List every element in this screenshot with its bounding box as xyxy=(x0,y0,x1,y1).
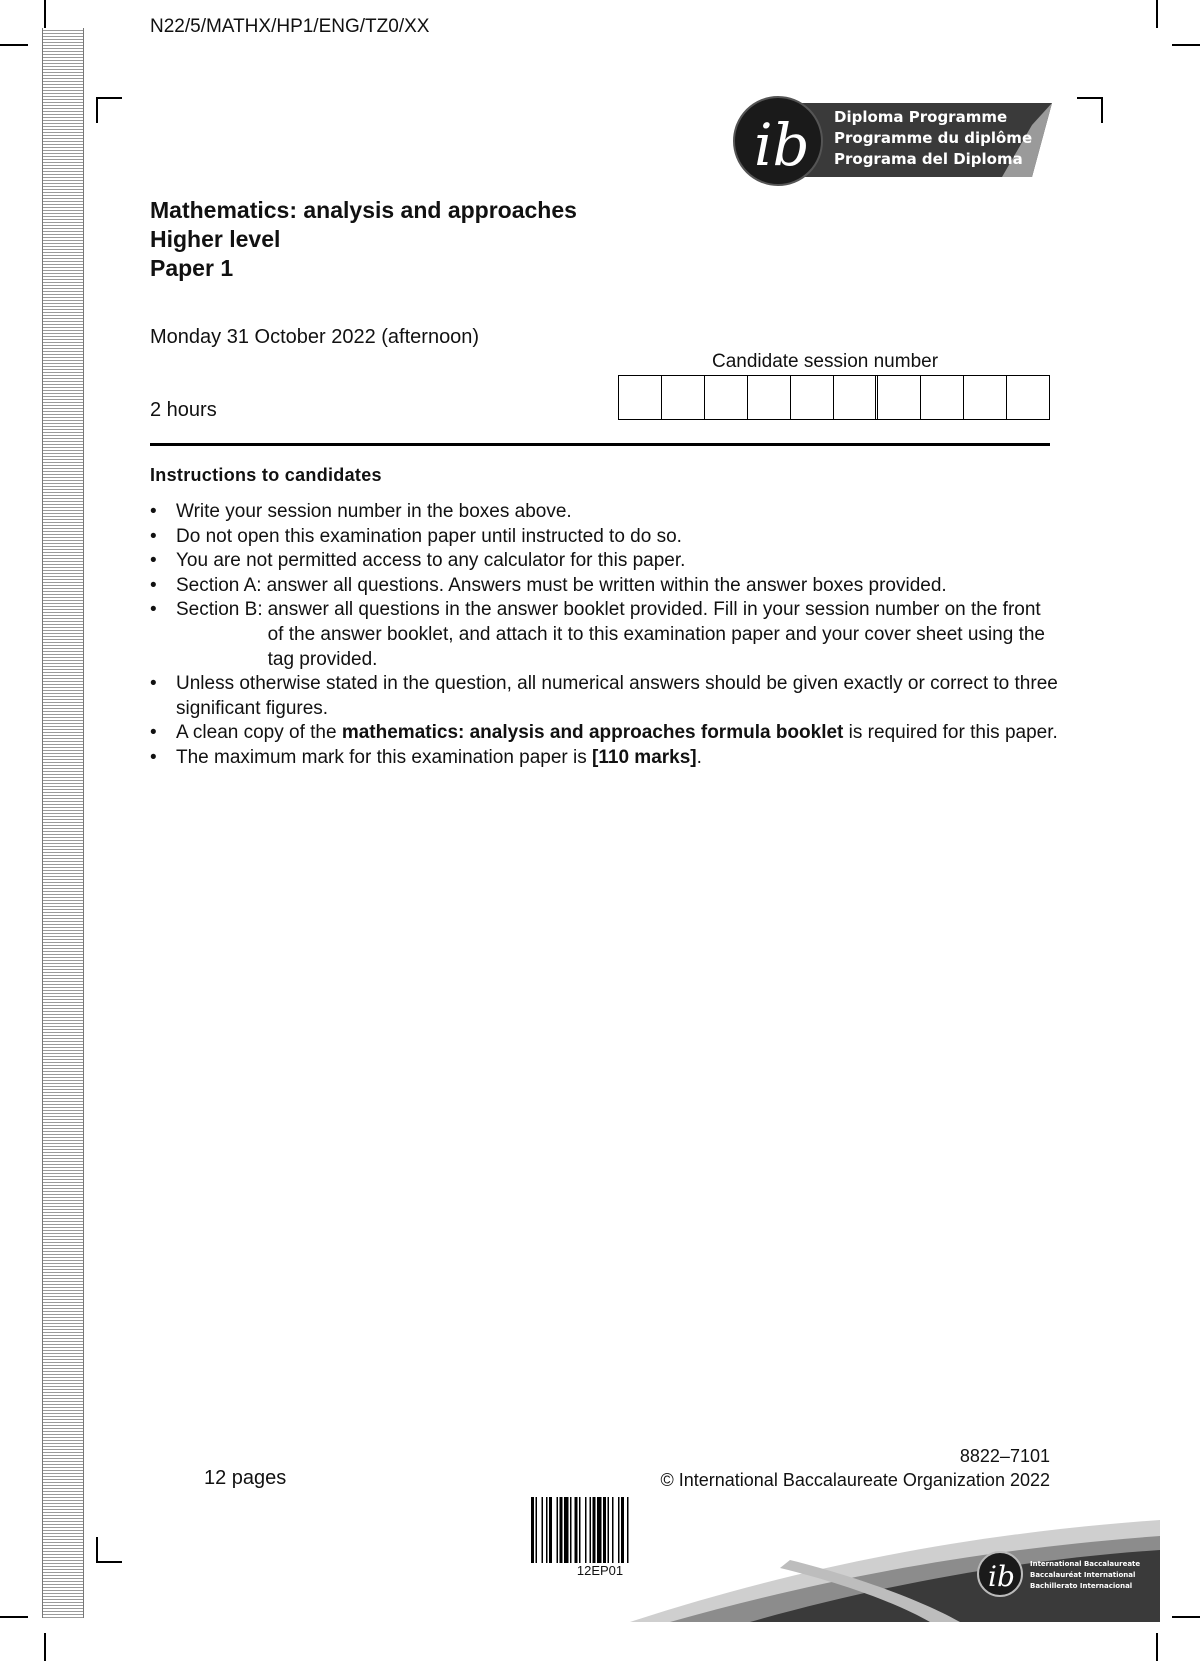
list-item: • The maximum mark for this examination paper is [110 marks]. xyxy=(150,746,1060,771)
barcode-bar xyxy=(557,1497,559,1563)
list-item xyxy=(150,598,1060,672)
barcode-bar xyxy=(570,1497,572,1563)
barcode-bar xyxy=(575,1497,578,1563)
barcode-bar xyxy=(608,1497,610,1563)
svg-text:Programa del Diploma: Programa del Diploma xyxy=(834,150,1023,168)
svg-text:Baccalauréat International: Baccalauréat International xyxy=(1030,1571,1136,1579)
section-a-label: • Section A: xyxy=(176,574,262,596)
candidate-session-label: Candidate session number xyxy=(712,351,939,372)
paper-number-code: 8822–7101 xyxy=(959,1446,1050,1466)
svg-text:International Baccalaureate: International Baccalaureate xyxy=(1030,1560,1141,1568)
barcode-bar xyxy=(579,1497,581,1563)
barcode-bar xyxy=(564,1497,569,1563)
level-title: Higher level xyxy=(150,226,281,252)
formula-booklet-name: mathematics: analysis and approaches formula booklet xyxy=(341,722,844,744)
barcode-bar xyxy=(536,1497,538,1563)
ib-organization-logo xyxy=(630,1510,1160,1622)
footer-info xyxy=(660,1444,1050,1492)
barcode-bar xyxy=(612,1497,614,1563)
barcode-bar xyxy=(618,1497,620,1563)
svg-text:Programme du diplôme: Programme du diplôme xyxy=(834,129,1033,147)
list-item xyxy=(150,574,1060,599)
barcode-bar xyxy=(627,1497,629,1563)
exam-date: Monday 31 October 2022 (afternoon) xyxy=(150,326,480,348)
exam-duration: 2 hours xyxy=(150,399,217,421)
barcode-bar xyxy=(546,1497,548,1563)
barcode-bar xyxy=(621,1497,624,1563)
barcode-bar xyxy=(542,1497,544,1563)
instructions-heading: Instructions to candidates xyxy=(150,465,382,485)
svg-text:ib: ib xyxy=(988,1560,1015,1593)
section-b-label: • Section B: xyxy=(176,599,263,621)
page-count: 12 pages xyxy=(204,1467,287,1489)
ib-diploma-logo xyxy=(732,95,1052,187)
svg-text:Diploma Programme: Diploma Programme xyxy=(834,108,1008,126)
barcode-bar xyxy=(531,1497,534,1563)
list-item: • Write your session number in the boxes above. xyxy=(150,500,1060,525)
section-b-text: answer all questions in the answer booklet provided. Fill in your session number on the front of the answer booklet, and attach it to this examination paper and your cover sheet using the tag provided. xyxy=(267,599,1045,670)
list-item: • Unless otherwise stated in the question, all numerical answers should be given exactly or correct to three significant figures. xyxy=(150,672,1060,721)
binding-edge xyxy=(42,28,84,1618)
svg-text:ib: ib xyxy=(754,111,810,179)
barcode-bar xyxy=(593,1497,596,1563)
list-item: • A clean copy of the mathematics: analysis and approaches formula booklet is required for this paper. xyxy=(150,721,1060,746)
list-item: • Do not open this examination paper until instructed to do so. xyxy=(150,525,1060,550)
subject-title: Mathematics: analysis and approaches xyxy=(150,197,577,223)
svg-text:Bachillerato Internacional: Bachillerato Internacional xyxy=(1030,1582,1133,1590)
barcode-bar xyxy=(549,1497,552,1563)
candidate-session-boxes[interactable] xyxy=(618,375,1050,420)
barcode-bar xyxy=(585,1497,587,1563)
list-item: • You are not permitted access to any calculator for this paper. xyxy=(150,549,1060,574)
section-a-text: answer all questions. Answers must be written within the answer boxes provided. xyxy=(266,574,947,596)
barcode-bar xyxy=(590,1497,592,1563)
paper-number: Paper 1 xyxy=(150,255,234,281)
barcode-bar xyxy=(603,1497,606,1563)
barcode-bar xyxy=(597,1497,602,1563)
copyright: © International Baccalaureate Organization 2022 xyxy=(660,1470,1050,1490)
paper-code: N22/5/MATHX/HP1/ENG/TZ0/XX xyxy=(150,16,430,37)
max-marks: [110 marks] xyxy=(592,746,697,768)
divider-rule xyxy=(150,443,1050,446)
barcode-bar xyxy=(560,1497,563,1563)
barcode-text: 12EP01 xyxy=(576,1563,624,1578)
paper-title xyxy=(150,196,577,283)
instructions-list xyxy=(150,500,1060,771)
